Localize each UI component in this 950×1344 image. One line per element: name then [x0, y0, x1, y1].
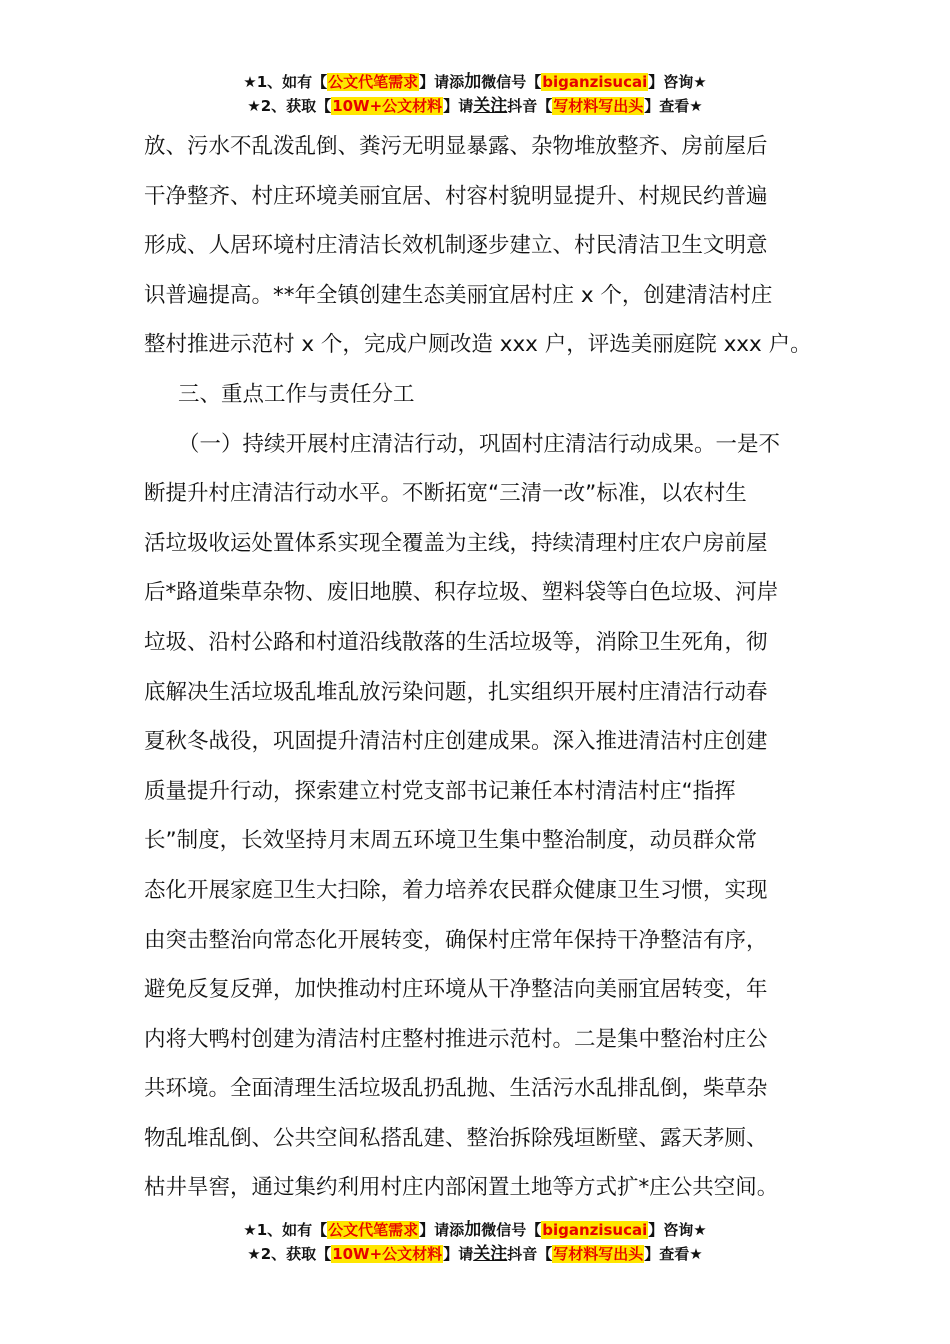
top-promo-banner	[0, 70, 950, 118]
body-line: 垃圾、沿村公路和村道沿线散落的生活垃圾等，消除卫生死角，彻	[144, 629, 768, 655]
body-line: 由突击整治向常态化开展转变，确保村庄常年保持干净整洁有序，	[144, 927, 768, 953]
banner-text: 】咨询★	[648, 73, 707, 91]
body-line: 共环境。全面清理生活垃圾乱扔乱抛、生活污水乱排乱倒，柴草杂	[144, 1076, 768, 1102]
banner-line-2	[0, 1242, 950, 1266]
highlight-service: 公文代笔需求	[328, 1221, 419, 1239]
banner-text: 加	[464, 1220, 482, 1240]
banner-text: 】请	[443, 97, 474, 115]
body-line: 枯井旱窖，通过集约利用村庄内部闲置土地等方式扩*庄公共空间。	[144, 1175, 779, 1201]
banner-line-2	[0, 94, 950, 118]
body-line: 长”制度，长效坚持月末周五环境卫生集中整治制度，动员群众常	[144, 828, 758, 854]
body-line: 态化开展家庭卫生大扫除，着力培养农民群众健康卫生习惯，实现	[144, 877, 768, 903]
banner-text: 微信号【	[481, 73, 542, 91]
banner-text: 抖音【	[507, 97, 553, 115]
banner-line-1	[0, 70, 950, 94]
highlight-materials: 10W+公文材料	[332, 1245, 443, 1263]
body-line: 识普遍提高。**年全镇创建生态美丽宜居村庄 x 个，创建清洁村庄	[144, 282, 773, 308]
banner-text: ★1、如有【	[243, 1221, 328, 1239]
highlight-douyin: 写材料写出头	[553, 1245, 644, 1263]
highlight-service: 公文代笔需求	[328, 73, 419, 91]
highlight-douyin: 写材料写出头	[553, 97, 644, 115]
banner-text: 】查看★	[644, 97, 703, 115]
banner-text: 加	[464, 72, 482, 92]
body-line: 物乱堆乱倒、公共空间私搭乱建、整治拆除残垣断壁、露天茅厕、	[144, 1125, 768, 1151]
body-line: 夏秋冬战役，巩固提升清洁村庄创建成果。深入推进清洁村庄创建	[144, 729, 768, 755]
body-line: 质量提升行动，探索建立村党支部书记兼任本村清洁村庄“指挥	[144, 778, 736, 804]
body-line: 内将大鸭村创建为清洁村庄整村推进示范村。二是集中整治村庄公	[144, 1026, 768, 1052]
banner-text: 抖音【	[507, 1245, 553, 1263]
banner-text: 关注	[473, 96, 508, 116]
body-line: 活垃圾收运处置体系实现全覆盖为主线，持续清理村庄农户房前屋	[144, 530, 768, 556]
body-line: 整村推进示范村 x 个，完成户厕改造 xxx 户，评选美丽庭院 xxx 户。	[144, 332, 812, 358]
section-heading: 三、重点工作与责任分工	[178, 381, 415, 407]
bottom-promo-banner	[0, 1218, 950, 1266]
banner-text: ★1、如有【	[243, 73, 328, 91]
banner-text: ★2、获取【	[247, 97, 332, 115]
body-line: 断提升村庄清洁行动水平。不断拓宽“三清一改”标准，以农村生	[144, 481, 747, 507]
banner-text: 】请添	[419, 1221, 465, 1239]
highlight-wechat-id: biganzisucai	[542, 73, 648, 91]
banner-text: 微信号【	[481, 1221, 542, 1239]
banner-text: 关注	[473, 1244, 508, 1264]
paragraph-start: （一）持续开展村庄清洁行动，巩固村庄清洁行动成果。一是不	[178, 431, 781, 457]
highlight-wechat-id: biganzisucai	[542, 1221, 648, 1239]
banner-text: 】查看★	[644, 1245, 703, 1263]
highlight-materials: 10W+公文材料	[332, 97, 443, 115]
body-line: 避免反复反弹，加快推动村庄环境从干净整洁向美丽宜居转变，年	[144, 977, 768, 1003]
body-line: 后*路道柴草杂物、废旧地膜、积存垃圾、塑料袋等白色垃圾、河岸	[144, 580, 779, 606]
body-line: 放、污水不乱泼乱倒、粪污无明显暴露、杂物堆放整齐、房前屋后	[144, 134, 768, 159]
body-line: 形成、人居环境村庄清洁长效机制逐步建立、村民清洁卫生文明意	[144, 233, 768, 259]
banner-line-1	[0, 1218, 950, 1242]
document-body	[144, 122, 814, 1213]
banner-text: 】请	[443, 1245, 474, 1263]
body-line: 干净整齐、村庄环境美丽宜居、村容村貌明显提升、村规民约普遍	[144, 183, 768, 209]
banner-text: 】请添	[419, 73, 465, 91]
body-line: 底解决生活垃圾乱堆乱放污染问题，扎实组织开展村庄清洁行动春	[144, 679, 768, 705]
banner-text: 】咨询★	[648, 1221, 707, 1239]
banner-text: ★2、获取【	[247, 1245, 332, 1263]
